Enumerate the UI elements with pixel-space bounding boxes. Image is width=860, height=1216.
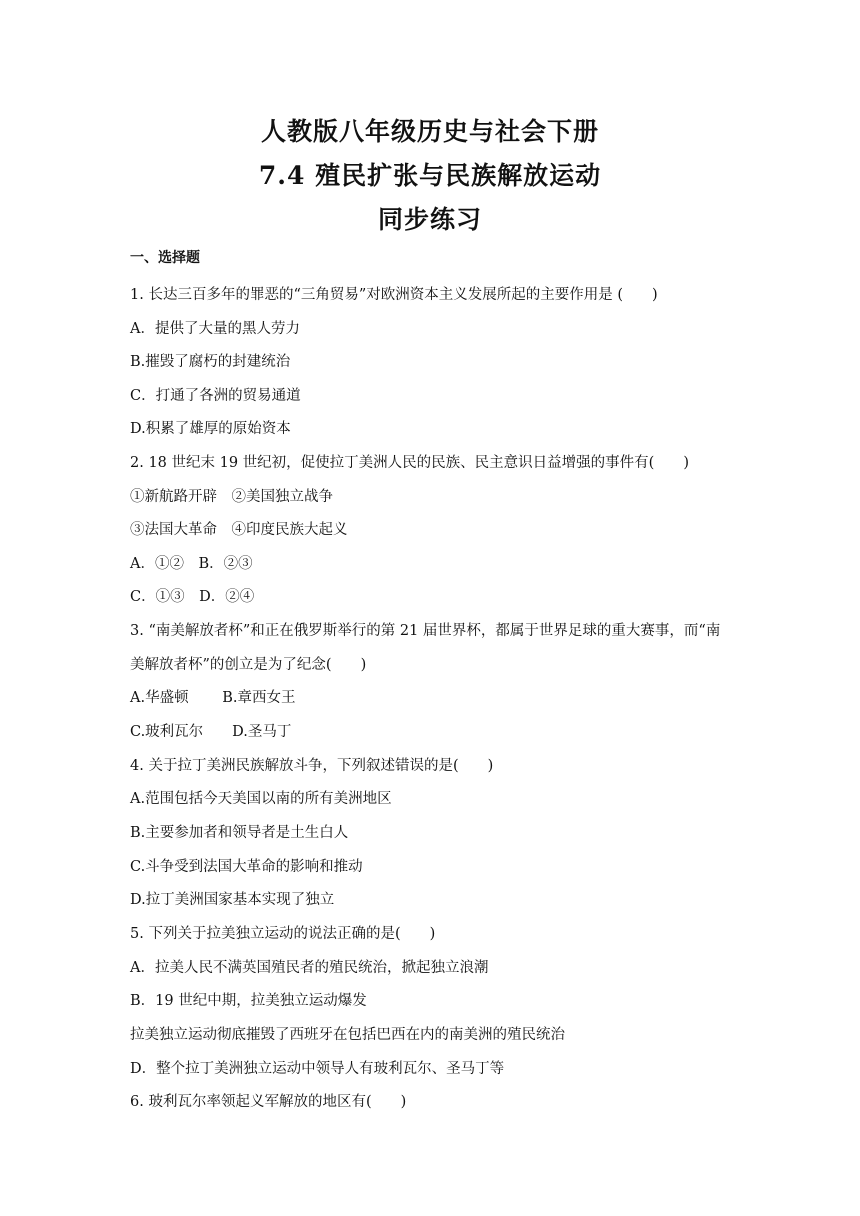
question-5-option-a: A．拉美人民不满英国殖民者的殖民统治，掀起独立浪潮 — [130, 960, 489, 976]
question-6-stem: 6. 玻利瓦尔率领起义军解放的地区有( ) — [130, 1094, 407, 1110]
document-title-grade: 人教版八年级历史与社会下册 — [260, 117, 599, 146]
question-1-option-a: A．提供了大量的黑人劳力 — [130, 321, 300, 337]
question-3-stem: 3. “南美解放者杯”和正在俄罗斯举行的第 21 届世界杯，都属于世界足球的重大赛事，而“南 — [130, 623, 721, 639]
question-2-options-cd: C．①③ D．②④ — [130, 589, 255, 605]
question-1-option-b: B.摧毁了腐朽的封建统治 — [130, 354, 291, 370]
question-5-option-c: 拉美独立运动彻底摧毁了西班牙在包括巴西在内的南美洲的殖民统治 — [130, 1027, 565, 1043]
question-4-option-c: C.斗争受到法国大革命的影响和推动 — [130, 859, 363, 875]
question-2-items-2: ③法国大革命 ④印度民族大起义 — [130, 522, 348, 538]
question-5-option-d: D．整个拉丁美洲独立运动中领导人有玻利瓦尔、圣马丁等 — [130, 1061, 505, 1077]
question-5-stem: 5. 下列关于拉美独立运动的说法正确的是( ) — [130, 926, 436, 942]
question-2-stem: 2. 18 世纪末 19 世纪初，促使拉丁美洲人民的民族、民主意识日益增强的事件有( ) — [130, 455, 689, 471]
question-3-stem-cont: 美解放者杯”的创立是为了纪念( ) — [130, 657, 367, 673]
question-3-options-ab: A.华盛顿 B.章西女王 — [130, 690, 296, 706]
question-1-stem: 1. 长达三百多年的罪恶的“三角贸易”对欧洲资本主义发展所起的主要作用是 ( ) — [130, 287, 658, 303]
question-4-option-b: B.主要参加者和领导者是土生白人 — [130, 825, 349, 841]
section-heading-choice: 一、选择题 — [130, 250, 200, 266]
question-2-items-1: ①新航路开辟 ②美国独立战争 — [130, 489, 333, 505]
question-1-option-d: D.积累了雄厚的原始资本 — [130, 421, 291, 437]
question-4-option-d: D.拉丁美洲国家基本实现了独立 — [130, 892, 335, 908]
question-5-option-b: B．19 世纪中期，拉美独立运动爆发 — [130, 993, 367, 1009]
question-4-option-a: A.范围包括今天美国以南的所有美洲地区 — [130, 791, 392, 807]
question-4-stem: 4. 关于拉丁美洲民族解放斗争，下列叙述错误的是( ) — [130, 758, 494, 774]
document-title-practice: 同步练习 — [377, 205, 482, 234]
question-2-options-ab: A．①② B．②③ — [130, 556, 253, 572]
question-1-option-c: C．打通了各洲的贸易通道 — [130, 388, 301, 404]
document-title-lesson: 7.4 殖民扩张与民族解放运动 — [258, 161, 602, 190]
question-3-options-cd: C.玻利瓦尔 D.圣马丁 — [130, 724, 292, 740]
